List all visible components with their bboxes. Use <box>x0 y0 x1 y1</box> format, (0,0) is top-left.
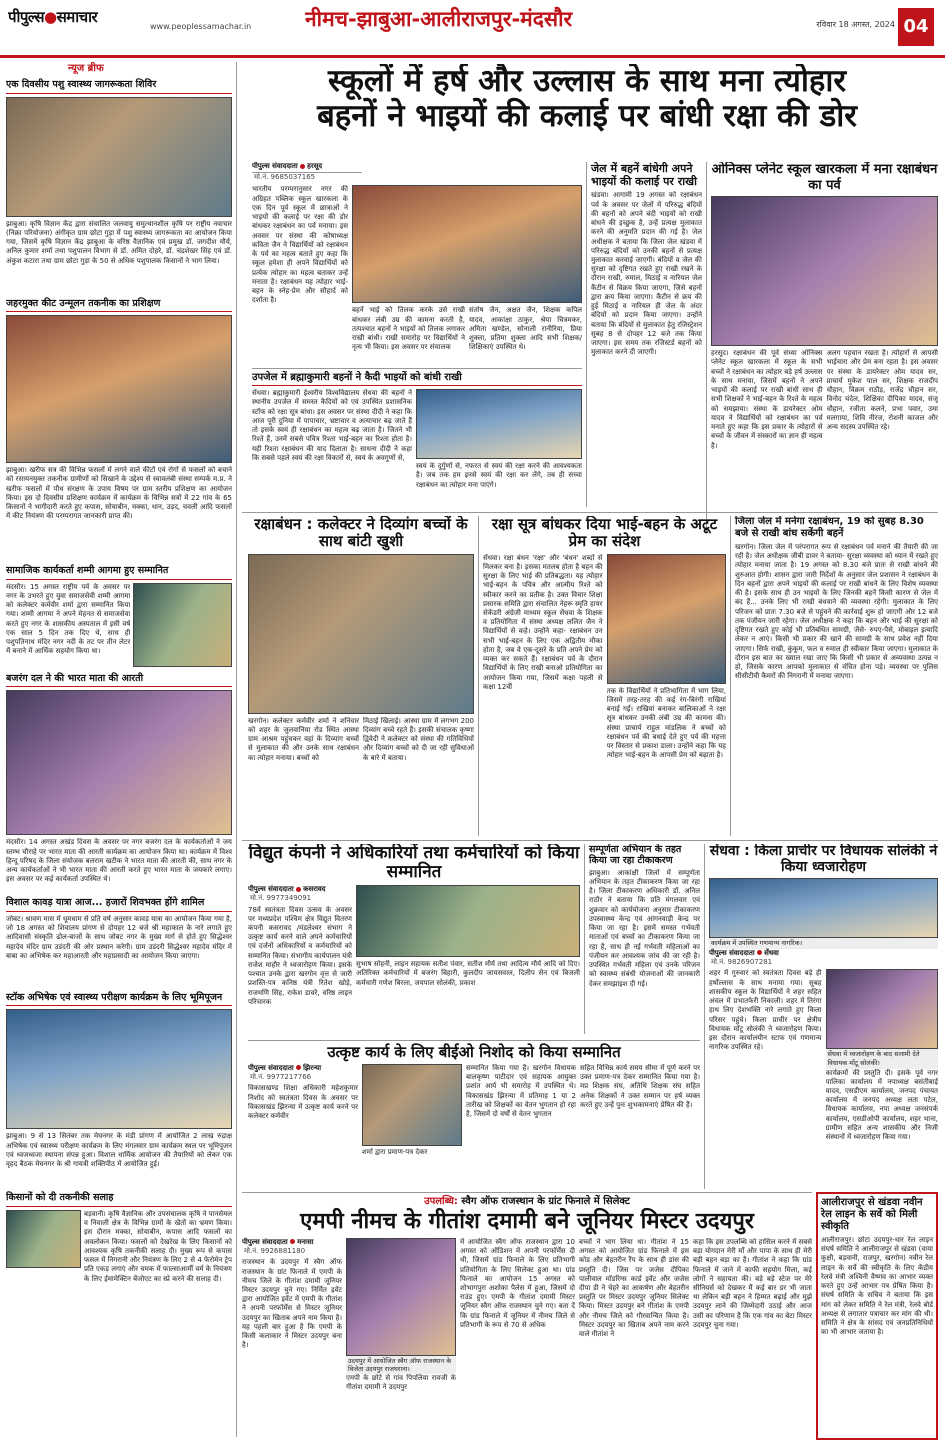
jail-headline: जेल में बहनें बांधेगी अपने भाइयों की कलाई पर राखी <box>591 162 697 189</box>
beo-headline: उत्कृष्ट कार्य के लिए बीईओ निशोद को किया सम्मानित <box>327 1043 621 1061</box>
onyx-body: अलग पहचान रखता है। त्योहारों से आपसी भाईचारा और प्रेम बना रहता है। इस अवसर पर संस्था के डायरेक्टर ओम यादव सर, प्राचार्य मुकेश पाल सर, शिक्षक राजदीप चौहान, विक्रम राठौड़, राजेंद्र चौहान सर, विनोद चंदेल, शिक्षिका दीपिका यादव, संजू चौहान, रजीता कलने, प्रभा पवार, उमा मलगाया, शिवि नीरज, रोशनी काजल और अन्य सदस्य उपस्थित रहे। <box>826 349 938 432</box>
electricity-company-story <box>248 844 580 1034</box>
geetansh-photo <box>346 1238 456 1356</box>
beo-body-4: सहित विभिन्न कार्य समय सीमा में पूर्ण करने पर उक्त प्रमाण-पत्र देकर सम्मानित किया गया है। मप्र शिक्षक संघ, अतिथि शिक्षक संघ सहित अनेक शिक्षकों ने उक्त सम्मान पर हर्ष व्यक्त करते हुए उन्हें पुनः शुभकामनाएं प्रेषित की हैं। <box>580 1063 700 1109</box>
bullet-icon <box>296 1065 301 1070</box>
page-number: 04 <box>898 8 934 46</box>
brahmakumari-story <box>252 368 582 508</box>
rail-headline: आलीराजपुर से खंडवा नवीन रेल लाइन के सर्वे को मिली स्वीकृति <box>821 1197 923 1232</box>
brief-body: झाबुआ। खरीफ सत्र की विभिन्न फसलों में लगने वाले कीटों एवं रोगों से फसलों को बचाने को रसायनमुक्त तकनीक ग्रामीणों को सिखाने के उद्देश्य से स्वावलंबी संस्था सम्पर्क म.प्र. ने खरीफ फसलों में पौध संरक्षण के उपाय विषय पर ग्राम स्तरीय प्रशिक्षण का आयोजन किया। इस दो दिवसीय प्रशिक्षण कार्यक्रम में कार्यक्रम के विभिन्न सत्रों में 22 गांव के 65 किसानों ने भागीदारी करते हुए कपास, सोयाबीन, मक्का, धान, उड़द, चवली आदि फसलों में कीट नियंत्रण की परम्परागत जानकारी प्राप्त की। <box>6 466 232 521</box>
byline-place: हरसूद <box>307 162 323 170</box>
bijli-byline <box>248 885 352 894</box>
onyx-headline: ओनिक्स प्लेनेट स्कूल खारकला में मना रक्षाबंधन का पर्व <box>711 162 938 193</box>
bk-headline: उपजेल में ब्रह्माकुमारी बहनों ने कैदी भाइयों को बांधी राखी <box>252 371 582 386</box>
farm-field-photo <box>6 1210 81 1268</box>
lead-byline <box>252 162 362 173</box>
divider <box>242 512 938 513</box>
lead-body-col2: बहनें भाई को तिलक करके उसे राखी बांधकर लंबी उम्र की कामना करती है, तत्पश्चात बहनों ने भाइयों को तिलक लगाकर राखी बांधी। राखी समारोह पर विद्यार्थियों ने नृत्य भी किया। इस अवसर पर संचालक <box>352 306 465 352</box>
sendhwa-caption-2: सेंधवा में ध्वजारोहण के बाद सलामी देते विधायक मोंटू सोलंकी। <box>826 1049 939 1068</box>
byline-name: पीपुल्स संवाददाता <box>248 885 294 894</box>
bijli-body-1: 78वें स्वतंत्रता दिवस उत्सव के अवसर पर मध्यप्रदेश पश्चिम क्षेत्र विद्युत वितरण कंपनी कसरावद /मंडलेश्वर संभाग ने उत्कृष्ट कार्य करने वाले अपने कर्मचारियों एवं दर्जनों अधिकारियों व कर्मचारियों को सम्मानित किया। संभागीय कार्यपालन यंत्री राजेश माहौर ने ध्वजारोहण किया। इसके पश्चात उनके द्वारा खरगोन वृत्त से जारी प्रशस्ति-पत्र कनिष्ठ यंत्री रितेश खोड़े, राजमणि सिंह, राकेश डावरे, वरिष्ठ लाइन परिचारक <box>248 905 352 1006</box>
geetansh-body-2: एमपी के छोटे से गांव पिपलिया रावजी के गीतांश दमामी ने उदयपुर <box>346 1373 456 1392</box>
brief-body: मंदसौर। 15 अगस्त राष्ट्रीय पर्व के अवसर पर नगर के उभरते हुए युवा समाजसेवी शम्मी आगमा को कलेक्टर कर्मवीर शर्मा द्वारा सम्मानित किया गया। शम्मी आगमा ने अपने मेहनत से समाजसेवा करते हुए नगर के शासकीय अस्पताल में इसी वर्ष एक साल 5 दिन तक दिए थे, साथ ही पशुपतिनाथ मंदिर नगर नदी के तट पर तीन लेटर में बनाने में आर्थिक सहयोग किया था। <box>6 582 131 656</box>
byline-place: कसरावद <box>303 885 326 894</box>
brief-headline: स्टॉक अभिषेक एवं स्वास्थ्य परीक्षण कार्यक्रम के लिए भूमिपूजन <box>6 992 232 1007</box>
brief-body: बड़वानी। कृषि वैज्ञानिक और उपसंचालक कृषि ने पानसेमल व निवाली क्षेत्र के विभिन्न ग्रामों के खेतों का भ्रमण किया। इस दौरान मक्का, सोयाबीन, कपास आदि फसलों का अवलोकन किया। फसलों को देखरेख के लिए किसानों को आवश्यक कृषि तकनीकी सलाह दी। मुख्य रूप से कपास फसल में निगरानी और नियंत्रण के लिए 2 से 4 फेरोमेन ट्रेप प्रति एकड़ लगाएं और चमक में फाल्साआर्मी वर्म के नियंत्रण के लिए ईमामेक्टिन बेंजोएट का स्प्रे करने की सलाह दी। <box>84 1209 232 1283</box>
brief-headline: किसानों को दी तकनीकी सलाह <box>6 1192 232 1207</box>
bk-body: सेंधवा। ब्रह्माकुमारी ईश्वरीय विश्वविद्यालय सेंधवा की बहनों ने स्थानीय उपजेल में समस्त कैदियों को एवं उपस्थित प्रशासनिक स्टॉफ को रक्षा सूत्र बांधा। इस अवसर पर संस्था दीदी ने कहा कि आज पूरी दुनिया में पापाचार, भ्रष्टाचार व अत्याचार बढ़ जाते हैं तो इसके स्वयं ही रक्षाबंधन का महत्व बढ़ जाता है। जितने भी रिश्ते हैं, उनमें सबसे पवित्र रिश्ता भाई-बहन का रिश्ता होता है। यही रिश्ता रक्षाबंधन की याद दिलाता है। साधना दीदी ने कहा कि सबसे पहले स्वयं की रक्षा विकारों से, स्वयं के अवगुणों से, <box>252 389 412 462</box>
news-brief-column <box>6 62 232 1440</box>
collector-body-1: खरगोन। कलेक्टर कर्मवीर शर्मा ने शनिवार को शहर के जुलवानिया रोड स्थित आस्था ग्राम आश्रम पहुंचकर वहां के दिव्यांग बच्चों से मुलाकात की और उनके साथ रक्षाबंधन का त्योहार मनाया। बच्चों को <box>248 716 359 762</box>
sendhwa-byline <box>709 949 938 958</box>
logo-text: पीपुल्स <box>8 8 45 26</box>
collector-story <box>248 516 474 836</box>
news-brief-kicker: न्यूज ब्रीफ <box>68 63 104 74</box>
byline-place: सेंधवा <box>764 948 779 957</box>
bullet-icon <box>290 1239 295 1244</box>
logo-separator-icon: ● <box>44 8 57 26</box>
brief-headline: एक दिवसीय पशु स्वास्थ्य जागरूकता शिविर <box>6 79 232 94</box>
geetansh-headline: एमपी नीमच के गीतांश दमामी बने जूनियर मिस्टर उदयपुर <box>300 1209 754 1235</box>
byline-mobile: मो.नं. 9977349091 <box>250 894 312 903</box>
column-divider <box>236 62 237 1437</box>
brief-headline: जहरमुक्त कीट उन्मूलन तकनीक का प्रशिक्षण <box>6 298 232 313</box>
bk-body-2: स्वयं के दुर्गुणों से, नफरत से स्वयं की रक्षा करने की आवश्यकता है। जब तक हम इनसे स्वयं की रक्षा कर लेंगे, तब ही सच्चा रक्षाबंधन का त्योहार मना पाएंगे। <box>416 462 582 489</box>
bijli-award-photo <box>356 885 580 957</box>
collector-headline: रक्षाबंधन : कलेक्टर ने दिव्यांग बच्चों के साथ बांटी खुशी <box>254 516 468 550</box>
kicker-separator: : <box>453 1196 462 1207</box>
section-title: नीमच-झाबुआ-आलीराजपुर-मंदसौर <box>305 7 573 31</box>
rail-body: आलीराजपुर। छोटा उदयपुर-धार रेल लाइन संघर्ष समिति ने आलीराजपुर से खंडवा (वाया कुक्षी, बड़वानी, राजपुर, खरगोन) नवीन रेल लाइन के सर्वे की स्वीकृति के लिए केंद्रीय रेलवे मंत्री अश्विनी वैष्णव का आभार व्यक्त करते हुए उन्हें आभार पत्र प्रेषित किया है। संघर्ष समिति के सचिव ने बताया कि इस मांग को लेकर समिति ने रेल मंत्री, रेलवे बोर्ड अध्यक्ष से लगातार पत्राचार कर मांग की थी। समिति ने क्षेत्र के सांसद एवं जनप्रतिनिधियों का भी आभार जताया है। <box>821 1236 933 1337</box>
lead-headline <box>242 64 932 160</box>
onyx-school-photo <box>711 196 938 346</box>
sendhwa-crowd-photo <box>709 878 938 938</box>
bk-jail-photo <box>416 389 582 459</box>
sutra-headline: रक्षा सूत्र बांधकर दिया भाई-बहन के अटूट प्रेम का संदेश <box>491 516 718 550</box>
byline-mobile: मो.नं. 9685037165 <box>254 173 316 182</box>
sendhwa-headline: सेंधवा : किला प्राचीर पर विधायक सोलंकी ने किया ध्वजारोहण <box>709 844 938 875</box>
lead-headline-line-2: बहनों ने भाइयों की कलाई पर बांधी रक्षा की डोर <box>317 97 857 134</box>
brief-body: झाबुआ। 9 से 13 सितंबर तक मेघनगर के मंडी प्रांगण में आयोजित 2 लाख रुद्राक्ष अभिषेक एवं स्वास्थ्य परीक्षण कार्यक्रम के लिए मंगलवार ग्राम कार्यक्रम स्थल पर भूमिपूजन एवं ध्वजध्वजा स्थापना संपन्न हुआ। विशाल धार्मिक आयोजन की तैयारियों को लेकर एक वृहद बैठक मेघनगर के श्री गायत्री शक्तिपीठ में आयोजित हुई। <box>6 1132 232 1169</box>
jail-rakhi-story <box>586 162 702 507</box>
geetansh-body-4: बच्चों ने भाग लिया था। गीतांश ने 15 अगस्त को आयोजित ग्रांड फिनाले में इस कोड और बेहतरीन रैंप के साथ ही डांस की प्रस्तुति दी। जिस पर जजेस दीपिका पालीवाल मॉडरिग्स कार्ड इवेंट और जजेस दीपा डी ने चेहरे का आकर्षण और बेहतरीन प्रस्तुति पर मिस्टर उदयपुर जूनियर सिलेक्ट किया। मिस्टर उदयपुर बने गीतांश के एमपी और नीमच जिले को गौरवान्वित किया है। मिस्टर उदयपुर का खिताब अपने नाम करने वाले गीतांश ने <box>579 1237 689 1339</box>
zila-headline: जिला जेल में मनेगा रक्षाबंधन, 19 को सुबह 8.30 बजे से राखी बांध सकेंगी बहनें <box>735 516 924 539</box>
bijli-headline: विद्युत कंपनी ने अधिकारियों तथा कर्मचारियों को किया सम्मानित <box>248 844 580 883</box>
brief-headline: बजरंग दल ने की भारत माता की आरती <box>6 673 232 688</box>
geetansh-subhead <box>242 1195 812 1208</box>
sendhwa-caption-1: कार्यक्रम में उपस्थित गणमान्य नागरिक। <box>709 938 938 949</box>
geetansh-byline <box>242 1238 342 1247</box>
newspaper-logo[interactable] <box>8 8 138 34</box>
rail-line-story <box>816 1192 938 1440</box>
pest-training-photo <box>6 315 232 463</box>
lead-story <box>252 162 582 367</box>
byline-mobile: मो.नं. 9926881180 <box>244 1247 306 1256</box>
byline-place: मनासा <box>297 1237 314 1246</box>
sendhwa-body-2: कार्यक्रमों की प्रस्तुति दी। इसके पूर्व नगर पालिका कार्यालय में नपाध्यक्ष बसंतीबाई यादव, एसडीएम कार्यालय, जनपद पंचायत कार्यालय में जनपद अध्यक्ष लता पटेल, विधायक कार्यालय, नपा अध्यक्ष जनसंपर्क कार्यालय, एसडीओपी कार्यालय, शहर थाना, ग्रामीण सहित अन्य शासकीय और निजी संस्थानों में ध्वजारोहण किया गया। <box>825 1068 938 1142</box>
sendhwa-body: शहर में गुरुवार को स्वतंत्रता दिवस बड़े ही हर्षोल्लास के साथ मनाया गया। सुबह शासकीय स्कूल के विद्यार्थियों ने शहर सहित अंचल में प्रभातफेरी निकाली। शहर में तिरंगा हाथ लिए देशभक्ति नारे लगाते हुए किला परिसर पहुंचे। किला प्राचीर पर क्षेत्रीय विधायक मोंटू सोलंकी ने ध्वजारोहण किया। इस दौरान कार्यालयीन स्टाफ एवं गणमान्य नागरिक उपस्थित रहे। <box>709 969 822 1052</box>
beo-byline <box>248 1064 358 1073</box>
byline-name: पीपुल्स संवाददाता <box>248 1063 294 1072</box>
website-url[interactable]: www.peoplessamachar.in <box>150 22 252 31</box>
geetansh-body-3: में आयोजित स्वैग ऑफ राजस्थान द्वारा 10 अगस्त को ऑडिशन में अपनी परफॉर्मेंस दी थी, जिसमें ग्रांड फिनाले के लिए प्रतिभागी प्रतियोगिता के लिए सिलेक्ट हुआ था। ग्रांड फिनाले का आयोजन 15 अगस्त को शोभागपुरा अशोका पैलेस में हुआ, जिसमें दो राउंड हुए। एमपी के गीतांश दमामी मिस्टर जूनियर स्वैग ऑफ राजस्थान चुने गए। बता दें कि ग्रांड फिनाले में जूनियर में नीमच जिले से प्रतिभागी के रूप से 70 से अधिक <box>460 1237 575 1329</box>
divider <box>242 840 938 841</box>
school-rakhi-photo <box>352 185 582 303</box>
lead-body-col3: संतोष जैन, अक्षत जैन, शिक्षक कपिल यादव, आकांक्षा ठाकुर, श्रेया चित्रमकर, अमिता खण्डेल, सोनाली रानीरिया, प्रिया शुक्ला, प्रतिमा शुक्ला आदि सभी शिक्षक/शिक्षिकाएं उपस्थित थे। <box>469 306 582 352</box>
lead-body-col1: भारतीय परम्परानुसार नगर की अग्रिहत पब्लिक स्कूल खारकला के एक दिन पूर्व स्कूल में छात्राओं ने भाइयों की कलाई पर रक्षा की डोर बांधकर रक्षाबंधन का पर्व मनाया। इस अवसर पर संस्था की कोषाध्यक्ष कविता जैन ने विद्यार्थियों को रक्षाबंधन के पर्व का महत्व बताते हुए कहा कि स्कूल हमेशा ही अपने विद्यार्थियों को प्रत्येक त्योहार का महत्व बताकर उन्हें मनाता है। रक्षाबंधन यह त्योहार भाई-बहन के स्नेह-प्रेम और सौहार्द को दर्शाता है। <box>252 185 348 305</box>
jail-body: खंडवा। आगामी 19 अगस्त को रक्षाबंधन पर्व के अवसर पर जेलों में परिरुद्ध बंदियों की बहनों को अपने बंदी भाइयों को राखी बांधने की इच्छुक है, उन्हें प्रत्यक्ष मुलाकात करने की अनुमति प्रदान की गई है। जेल अधीक्षक ने बताया कि जिला जेल खंडवा में परिरुद्ध बंदियों को उनकी बहनों से प्रत्यक्ष मुलाकात करवाई जाएगी। बंदियों व जेल की सुरक्षा को दृष्टिगत रखते हुए राखी रखने के दौरान राखी, रुमाल, मिठाई व नारियल जेल कैंटीन से विक्रय किया जाएगा, जिसे बहनों द्वारा क्रय किया जाएगा। कैंटीन से क्रय की हुई मिठाई व नारियल ही जेल के अंदर बंदियों को प्रदान किया जाएगा। उन्होंने बताया कि बंदियों से मुलाकात हेतु रजिस्ट्रेशन सुबह 8 से दोपहर 12 बजे तक किया जाएगा। इस समय तक रजिस्टर्ड बहनों को मुलाकात करने दी जाएगी। <box>591 191 702 357</box>
bijli-body-2: सुभाष सोहनी, लाइन सहायक सतीश पंवार, सतीश मौर्य तथा आदित्य मौर्य आदि को दिए। अतिरिक्त कर्मचारियों में बजरंग बिहारी, कुलदीप जायसवाल, दिलीप सेन एवं बिजली कर्मचारी गणेश बिरला, जयपाल सोलंकी, प्रकाश <box>356 960 580 987</box>
byline-place: झिरन्या <box>303 1063 322 1072</box>
collector-body-2: मिठाई खिलाई। आस्था ग्राम में लगभग 200 दिव्यांग बच्चे रहते हैं। इसकी संचालक कृष्णा द्विवेदी ने कलेक्टर को संस्था की गतिविधियों और दिव्यांग बच्चों को दी जा रही सुविधाओं के बारे में बताया। <box>363 716 474 762</box>
byline-name: पीपुल्स संवाददाता <box>242 1237 288 1246</box>
byline-mobile: मो.नं. 9977217766 <box>250 1073 312 1082</box>
sutra-body-2: तक के विद्यार्थियों ने प्रतिभागिता में भाग लिया, जिसमें तरह-तरह की कई रंग-बिरंगी राखियां बनाई गईं। राखियां बनाकर बालिकाओं ने रक्षा सूत्र बांधकर उनकी लंबी उम्र की कामना की। संस्था प्राचार्य राहुल मांडलिक ने बच्चों को रक्षाबंधन पर्व की बधाई देते हुए पर्व की महत्ता पर विस्तार से प्रकाश डाला। उन्होंने कहा कि यह त्योहार भाई-बहन के आपसी प्रेम को बढ़ाता है। <box>606 686 726 760</box>
beo-body-3: सम्मानित किया गया है। खरगोन विधायक बालकृष्ण पाटीदार एवं सहायक आयुक्त प्रशांत आर्य भी समारोह में उपस्थित थे। विकासखंड झिरन्या में प्रतिमाह 1 या 2 तारीख को शिक्षकों का वेतन भुगतान हो रहा है, जिसमें दो वर्षों से वेतन भुगतान <box>466 1063 576 1118</box>
brief-body: झाबुआ। कृषि विज्ञान केंद्र द्वारा संचालित जलवायु समुत्थानशील कृषि पर राष्ट्रीय नवाचार (निक्रा परियोजना) अंगीकृत ग्राम छोटा गुड़ा में पशु स्वास्थ्य जागरूकता का आयोजन किया गया, जिसमें कृषि विज्ञान केंद्र झाबुआ के वरिष्ठ वैज्ञानिक एवं प्रमुख डॉ. जगदीश मौर्य, अनिल कुमार शर्मा तथा पशुपालन विभाग से डॉ. अमित दोहरे, डॉ. चंद्रशेखर सिंह एवं डॉ. अंकुश कटारा तथा ग्राम छोटा गुड़ा के 50 से अधिक पशुपालक किसानों ने भाग लिया। <box>6 219 232 265</box>
animal-health-camp-photo <box>6 97 232 217</box>
onyx-caption: हरसूद। रक्षाबंधन की पूर्व संध्या ओनिक्स प्लेनेट स्कूल खारकला में स्कूल के सभी बच्चों ने रक्षाबंधन का त्योहार बड़े हर्ष उल्लास के साथ मनाया, जिसमें बहनों ने अपने भाइयों की कलाई पर राखी बांधी साथ ही सभी शिक्षकों ने भाई-बहन के रिश्ते के महत्व को समझाया। संस्था के डायरेक्टर ओम यादव ने विद्यार्थियों को रक्षाबंधन का पर्व मनाते हुए कहा कि इस प्रकार के त्योहारों से बच्चों के जीवन में संस्कारों का ज्ञान ही महत्व है। <box>711 349 823 450</box>
brief-headline: विशाल कावड़ यात्रा आज... हजारों शिवभक्त होंगे शामिल <box>6 897 232 912</box>
sutra-body-1: सेंधवा। रक्षा बंधन 'रक्षा' और 'बंधन' शब्दों से मिलकर बना है। इसका मतलब होता है बहन की सुरक्षा के लिए भाई की प्रतिबद्धता। यह त्योहार भाई-बहन के पवित्र और आत्मीय रिश्ते को स्वीकार करने का प्रतीक है। उक्त विचार शिक्षा प्रसारक समिति द्वारा संचालित नेहरू स्मृति हायर सेकेंडरी अंग्रेजी माध्यम स्कूल सेंधवा के शिक्षक व प्रतियोगिता में संस्था अध्यक्ष ललित जैन ने विद्यार्थियों से कहे। उन्होंने कहा- रक्षाबंधन उन सभी भाई-बहन के लिए एक अद्वितीय मौका होता है, जब वे एक-दूसरे के प्रति अपने प्रेम को व्यक्त कर सकते हैं। रक्षाबंधन पर्व के दौरान विद्यार्थियों के लिए राखी बनाओ प्रतियोगिता का आयोजन किया गया, जिसमें कक्षा पहली से कक्षा 12वीं <box>483 553 603 691</box>
brief-headline: सामाजिक कार्यकर्ता शम्मी आगमा हुए सम्मानित <box>6 565 232 580</box>
bhoomipujan-photo <box>6 1009 232 1129</box>
felicitation-photo <box>133 583 232 667</box>
brief-body: जोबट। श्रावण मास में धूमधाम से प्रति वर्ष अनुसार कावड़ यात्रा का आयोजन किया गया है, जो 18 अगस्त को शिवालय प्रांगण से दोपहर 12 बजे श्री महाकाल के नारे लगाते हुए आदिवासी संस्कृति ढोल-बाजों के साथ जोबट नगर के मुख्य मार्ग से होते हुए सिद्धेश्वर महादेव मंदिर ग्राम उडंदरी की ओर प्रस्थान करेगी। ग्राम उडंदरी सिद्धेश्वर महादेव मंदिर में बाबा का अभिषेक कर महाआरती और महाप्रसादी का आयोजन किया जाएगा। <box>6 914 232 960</box>
beo-award-story <box>248 1040 700 1190</box>
geetansh-story <box>242 1192 812 1440</box>
collector-children-photo <box>248 554 474 714</box>
geetansh-kicker: उपलब्धि <box>424 1196 454 1207</box>
brief-body: मंदसौर। 14 अगस्त अखंड दिवस के अवसर पर नगर बजरंग दल के कार्यकर्ताओं ने जय स्तम्भ चौराहे पर भारत माता की आरती कार्यक्रम का आयोजन किया था। कार्यक्रम में विश्व हिन्दू परिषद के जिला संयोजक बलराम खटीक ने भारत माता की आरती की, साथ नगर के अन्य कार्यकर्ताओं ने भी भारत माता की आरती करते हुए भारत माता के जयकारे लगाए। इस अवसर पर कई कार्यकर्ता उपस्थित थे। <box>6 838 232 884</box>
vaccination-story <box>584 844 700 1034</box>
bullet-icon <box>300 164 305 169</box>
geetansh-body-5: कहा कि इस उपलब्धि को हासिल करने में सबसे बड़ा योगदान मेरी माँ और पापा के साथ ही मेरी बड़ी बहन बड़ा का है। गीतांश ने कहा कि ग्रांड फिनाले में जाने में काफी सहयोग मिला, कई लोगों ने सहायता की। बड़े बड़े स्टेज पर मेरे सीनियर्स को देखकर मैं कई बार डर भी जाता था लेकिन बड़ी बहन ने हिम्मत बढ़ाई और मुझे उदयपुर लाने की जिम्मेदारी उठाई और आज उसी का परिणाम है कि एक गांव का बेटा मिस्टर उदयपुर चुना गया। <box>693 1237 812 1329</box>
byline-name: पीपुल्स संवाददाता <box>252 162 298 170</box>
byline-name: पीपुल्स संवाददाता <box>709 948 755 957</box>
tika-headline: सम्पूर्णता अभियान के तहत किया जा रहा टीकाकरण <box>589 844 682 867</box>
geetansh-body-1: राजस्थान के उदयपुर में स्वैग ऑफ राजस्थान के ग्रांट फिनाले में एमपी के नीमच जिले के गीतांश दमामी जूनियर मिस्टर उदयपुर चुने गए। निर्मित इवेंट द्वारा आयोजित इवेंट में एमपी के गीतांश ने अपनी परफॉर्मेंस से मिस्टर जूनियर उदयपुर का खिताब अपने नाम किया है। यह पहली बार हुआ है कि एमपी के किसी कलाकार ने मिस्टर उदयपुर बना है। <box>242 1258 342 1350</box>
tika-body: झाबुआ। आकांक्षी जिलों में सम्पूर्णता अभियान के तहत टीकाकरण किया जा रहा है। जिला टीकाकरण अधिकारी डॉ. अनिल राठौर ने बताया कि प्रति मंगलवार एवं शुक्रवार को कार्ययोजना अनुसार टीकाकरण उपस्वास्थ्य केन्द्र एवं आंगनवाड़ी केन्द्र पर किया जा रहा है। इसमें समस्त गर्भवती माताओं एवं बच्चों का टीकाकरण किया जा रहा है, साथ ही नई गर्भवती महिलाओं का पंजीयन कर आवश्यक जांच की जा रही है। उपस्थित गर्भवती महिला एवं उनके परिजन को स्वास्थ्य संबंधी योजनाओं की जानकारी देकर समझाइश दी गई। <box>589 868 700 988</box>
district-jail-story <box>730 516 938 836</box>
issue-date: रविवार 18 अगस्त, 2024 <box>816 20 895 29</box>
logo-text-2: समाचार <box>56 8 98 26</box>
rakhi-making-photo <box>607 554 727 684</box>
byline-mobile: मो.नं. 9826907281 <box>711 958 773 967</box>
lead-headline-line-1: स्कूलों में हर्ष और उल्लास के साथ मना त्योहार <box>327 64 847 99</box>
beo-body-2: शर्मा द्वारा प्रमाण-पत्र देकर <box>362 1147 428 1156</box>
onyx-school-story <box>706 162 938 532</box>
raksha-sutra-story <box>478 516 726 836</box>
bullet-icon <box>757 950 762 955</box>
beo-body-1: विकासखण्ड शिक्षा अधिकारी महेशकुमार निशोद को स्वतंत्रता दिवस के अवसर पर विकासखंड झिरन्या में उत्कृष्ट कार्य करने पर कलेक्टर कर्मवीर <box>248 1084 358 1120</box>
zila-body: खरगोन। जिला जेल में परंपरागत रूप से रक्षाबंधन पर्व मनाने की तैयारी की जा रही है। जेल अधीक्षक जीबी डावर ने बताया- सुरक्षा व्यवस्था को ध्यान में रखते हुए त्योहार मनाया जाता है। 19 अगस्त को 8.30 बजे प्रातः से राखी बांधने की शुरुआत होगी। शासन द्वारा जारी निर्देशों के अनुसार जेल प्रशासन ने रक्षाबंधन के दिन बहनों द्वारा अपने भाइयों की कलाई पर राखी बांधने के लिए विशेष व्यवस्था की है। इसके साथ ही उन भाइयों के लिए जिनकी बहनें किसी कारण से जेल में बंद हैं... उनके लिए भी राखी बंधवाने की व्यवस्था रहेगी। मुलाकात के लिए परिजन को प्रातः 7.30 बजे से पहुंचने की कार्रवाई शुरू हो जाएगी और 12 बजे तक पंजीयन जारी रहेगा। जेल अधीक्षक ने कहा कि बहन और भाई की सुरक्षा को दृष्टिगत रखते हुए कोई भी प्रतिबंधित सामग्री, जैसे- रुपए-पैसे, मोबाइल इत्यादि लेकर न आएं। किसी भी प्रकार की खाने की सामग्री के साथ प्रवेश नहीं दिया जाएगा। सिर्फ राखी, कुंकुम, फल व रुमाल ही स्वीकार किया जाएगा। मुलाकात के दौरान इस बात का ख्याल रखा जाए कि किसी भी प्रकार से अव्यवस्था उत्पन्न न हो, जिसके कारण आपको मुलाकात से वंचित होना पड़े। व्यवस्था पर पुलिस सीसीटीवी कैमरों की निगरानी में मनाया जाएगा। <box>735 543 938 681</box>
geetansh-caption: उदयपुर में आयोजित स्वैग ऑफ राजस्थान के विजेता उदयपुर राजघराना। <box>346 1356 456 1374</box>
mla-flag-photo <box>826 969 939 1049</box>
sendhwa-flag-story <box>704 844 938 1189</box>
beo-award-photo <box>362 1064 462 1146</box>
geetansh-sub: स्वैग ऑफ राजस्थान के ग्रांट फिनाले में सिलेक्ट <box>461 1196 630 1207</box>
bullet-icon <box>296 887 301 892</box>
bharat-mata-aarti-photo <box>6 690 232 835</box>
